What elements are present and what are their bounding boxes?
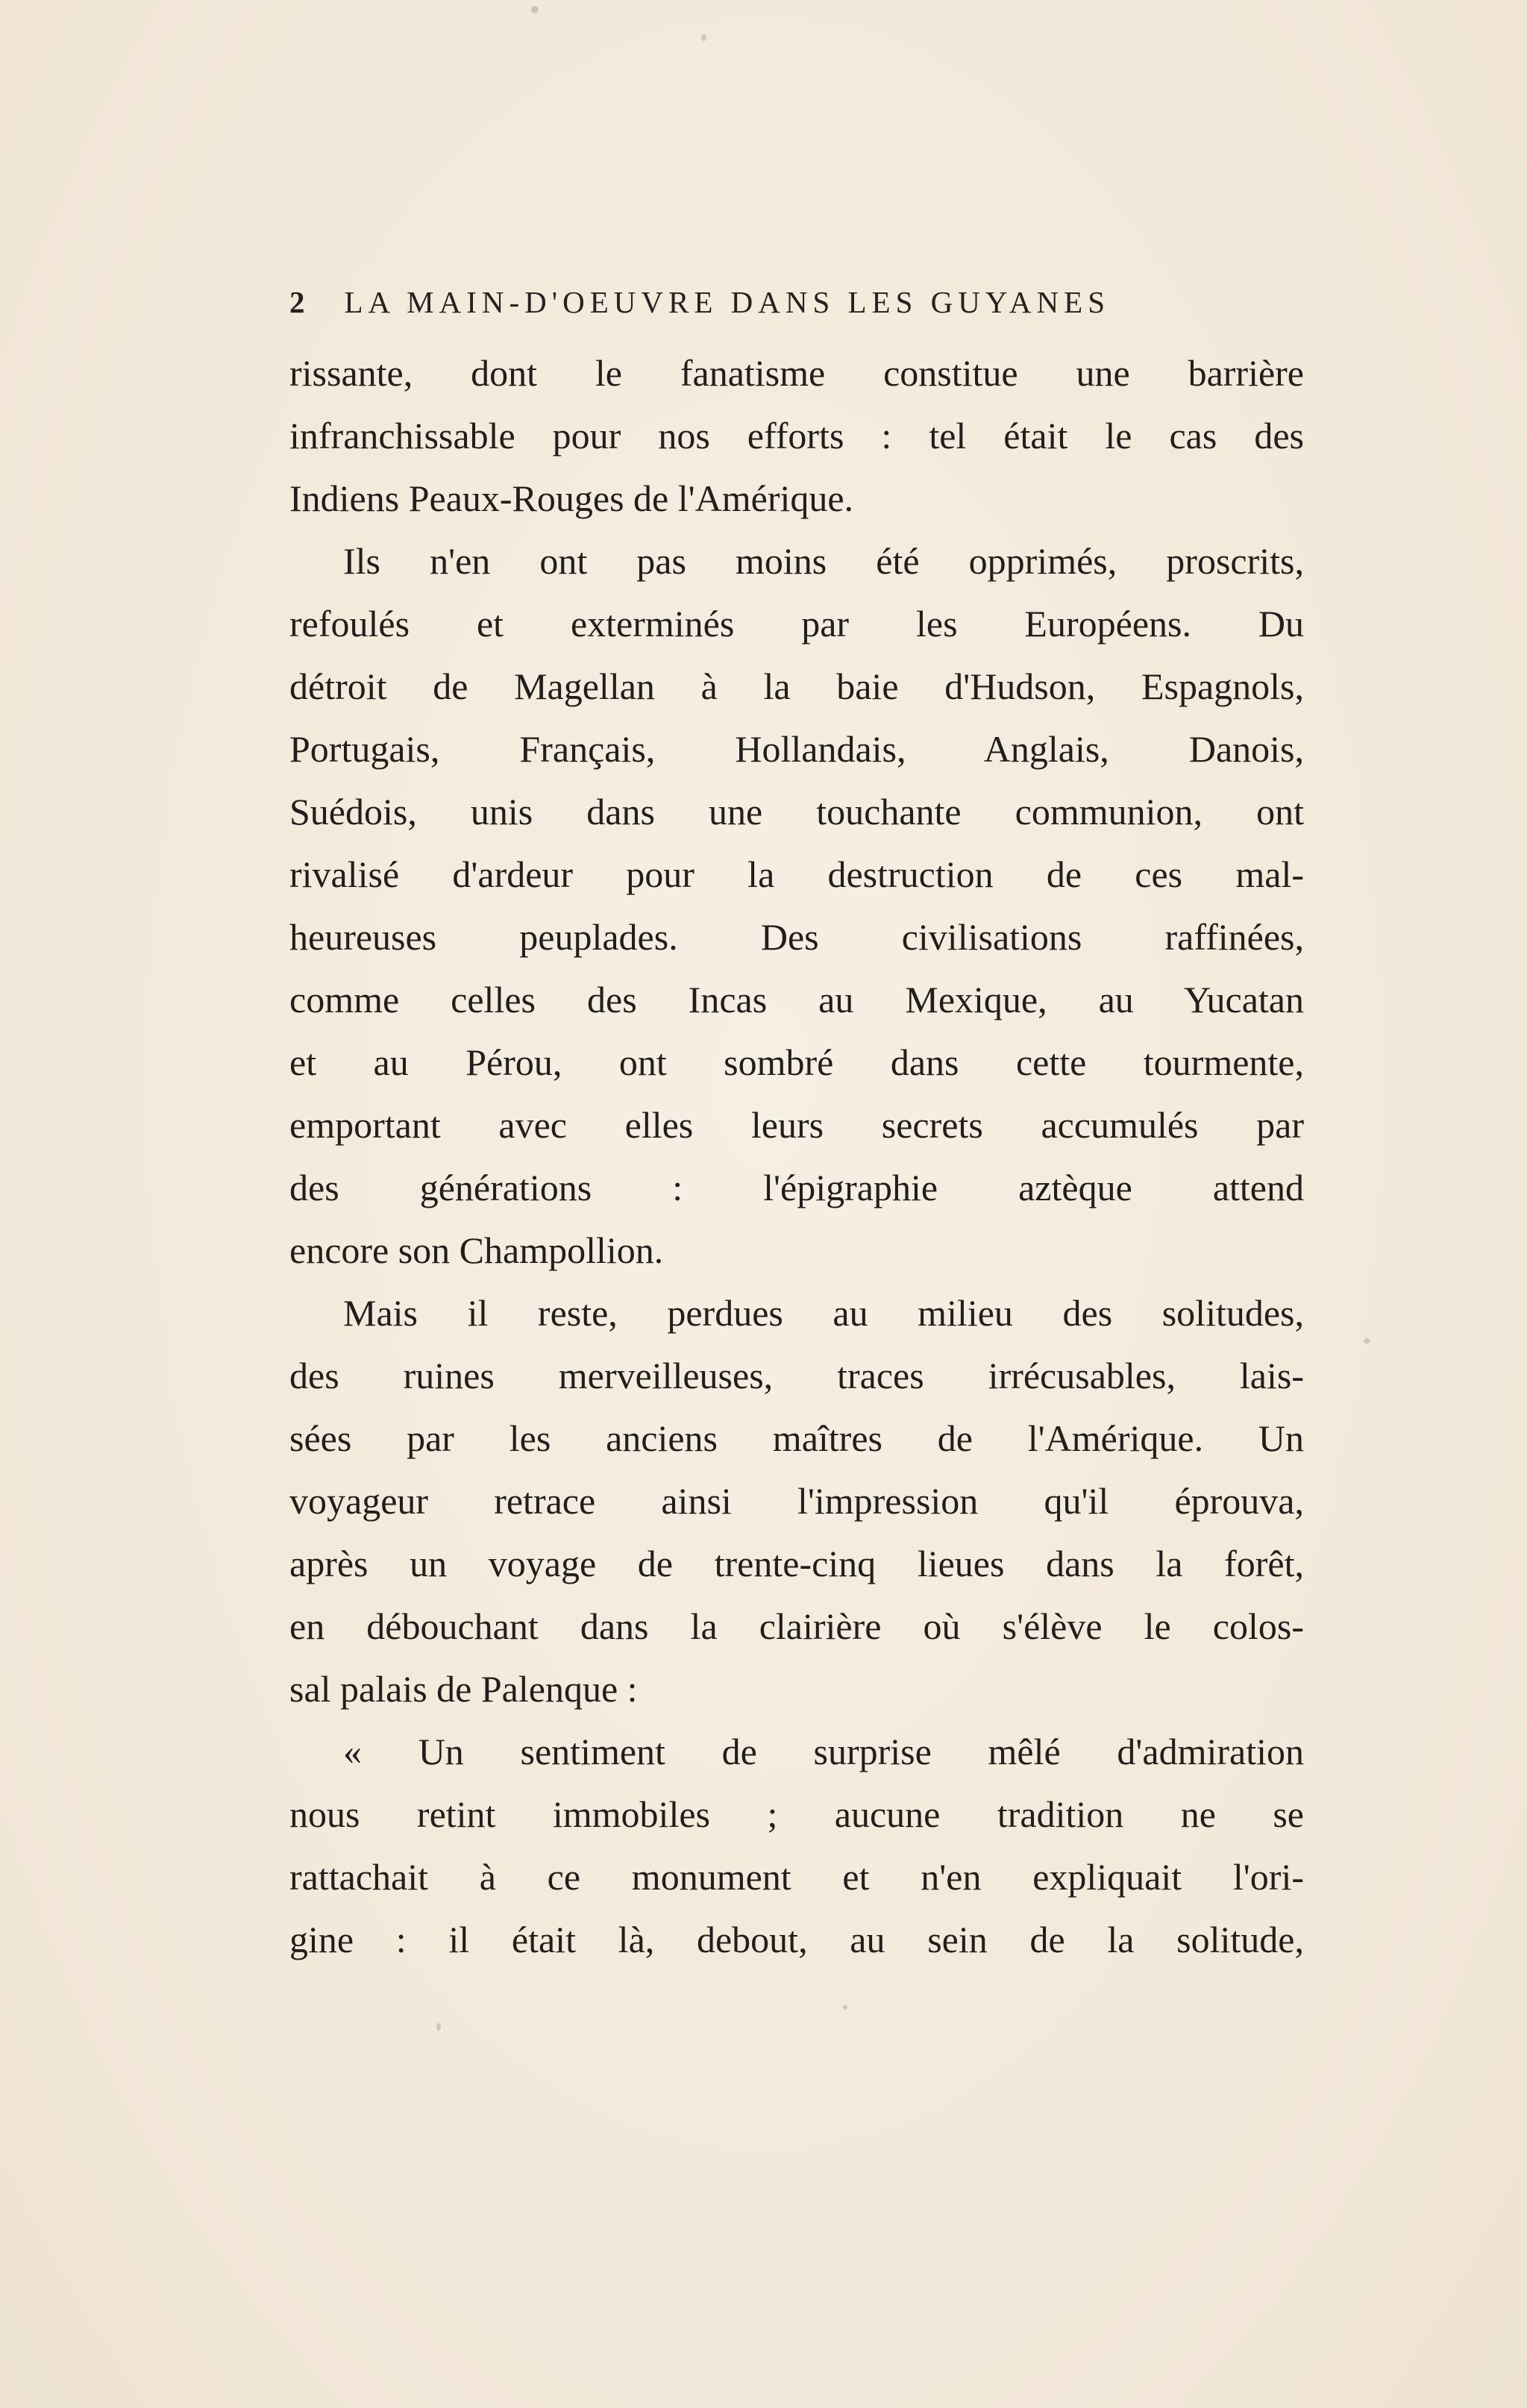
- text-line: Ils n'en ont pas moins été opprimés, proscrits,: [343, 540, 1304, 582]
- text-line: des ruines merveilleuses, traces irrécusables, lais-: [289, 1355, 1304, 1396]
- text-line: en débouchant dans la clairière où s'élève le colos-: [289, 1605, 1304, 1647]
- text-line: Indiens Peaux-Rouges de l'Amérique.: [289, 477, 854, 519]
- text-line: Portugais, Français, Hollandais, Anglais, Danois,: [289, 728, 1304, 770]
- paper-speck: [843, 2005, 847, 2010]
- text-line: Suédois, unis dans une touchante communion, ont: [289, 791, 1304, 833]
- text-line: voyageur retrace ainsi l'impression qu'il éprouva,: [289, 1480, 1304, 1522]
- paper-speck: [701, 34, 706, 41]
- text-line: heureuses peuplades. Des civilisations raffinées,: [289, 916, 1304, 958]
- text-line: sées par les anciens maîtres de l'Amérique. Un: [289, 1417, 1304, 1459]
- text-line: détroit de Magellan à la baie d'Hudson, Espagnols,: [289, 665, 1304, 707]
- body-text: [289, 342, 1304, 1971]
- paper-speck: [1364, 1338, 1370, 1343]
- paper-speck: [531, 6, 539, 13]
- text-line: comme celles des Incas au Mexique, au Yucatan: [289, 979, 1304, 1020]
- running-header: [289, 276, 1304, 328]
- page-number: 2: [289, 285, 310, 319]
- text-line: rattachait à ce monument et n'en expliquait l'ori-: [289, 1856, 1304, 1898]
- text-line: rissante, dont le fanatisme constitue une barrière: [289, 352, 1304, 394]
- text-line: et au Pérou, ont sombré dans cette tourmente,: [289, 1041, 1304, 1083]
- text-line: nous retint immobiles ; aucune tradition ne se: [289, 1793, 1304, 1835]
- paper-speck: [436, 2023, 441, 2031]
- text-line: des générations : l'épigraphie aztèque attend: [289, 1167, 1304, 1208]
- text-line: Mais il reste, perdues au milieu des solitudes,: [343, 1292, 1304, 1334]
- text-line: « Un sentiment de surprise mêlé d'admiration: [343, 1731, 1304, 1772]
- text-line: emportant avec elles leurs secrets accumulés par: [289, 1104, 1304, 1146]
- text-line: après un voyage de trente-cinq lieues dans la forêt,: [289, 1543, 1304, 1584]
- text-line: infranchissable pour nos efforts : tel était le cas des: [289, 415, 1304, 457]
- text-line: rivalisé d'ardeur pour la destruction de ces mal-: [289, 853, 1304, 895]
- text-line: encore son Champollion.: [289, 1229, 664, 1271]
- text-line: refoulés et exterminés par les Européens. Du: [289, 603, 1304, 645]
- running-title: LA MAIN-D'OEUVRE DANS LES GUYANES: [344, 285, 1110, 319]
- text-line: sal palais de Palenque :: [289, 1668, 638, 1710]
- text-line: gine : il était là, debout, au sein de la solitude,: [289, 1919, 1304, 1960]
